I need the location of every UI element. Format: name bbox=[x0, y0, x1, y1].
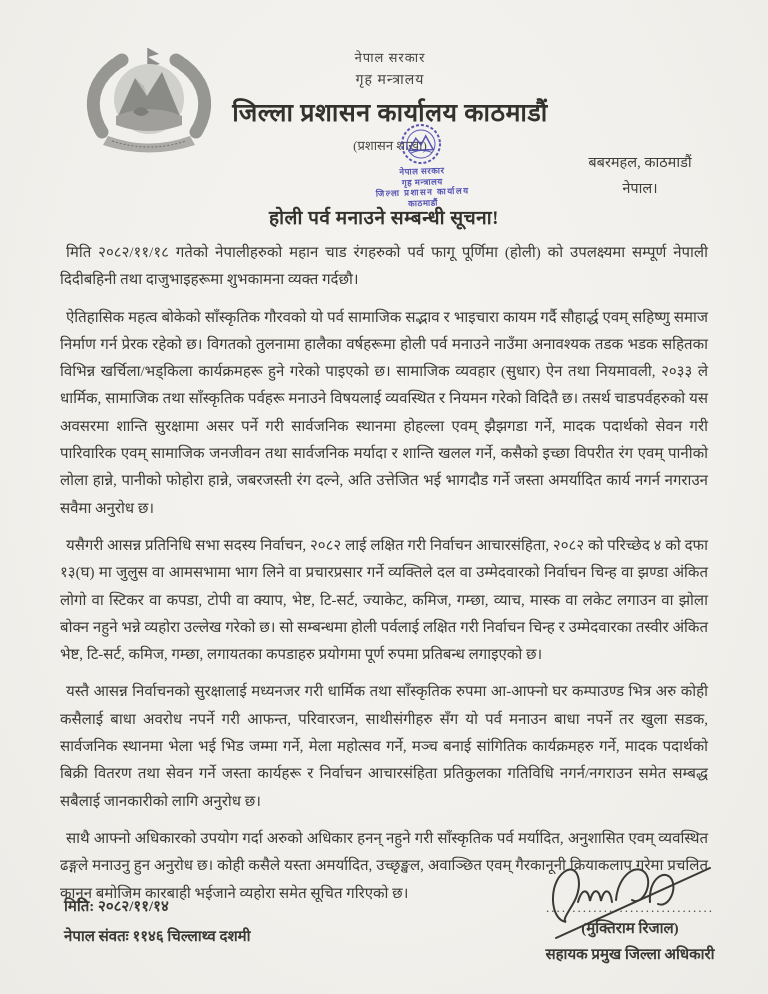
section-name: (प्रशासन शाखा) bbox=[353, 138, 427, 153]
notice-body bbox=[60, 240, 708, 918]
signatory-name: (मुक्तिराम रिजाल) bbox=[581, 921, 679, 937]
date-line: मिति: २०८२/११/१४ bbox=[64, 899, 169, 915]
government-name: नेपाल सरकार bbox=[354, 50, 426, 65]
notice-paragraph: साथै आफ्नो अधिकारको उपयोग गर्दा अरुको अधिकार हनन् नहुने गरी साँस्कृतिक पर्व मर्यादित, अनुशासित एवम् व्यवस्थित ढङ्गले मनाउनु हुन अनुरोध छ। कोही कसैले यस्ता अमर्यादित, उच्छृङ्खल, अवाञ्छित एवम् गैरकानूनी क्रियाकलाप गरेमा प्रचलित कानून बमोजिम कारबाही भईजाने व्यहोरा समेत सूचित गरिएको छ। bbox=[60, 830, 708, 902]
office-address bbox=[540, 150, 740, 202]
signatory-title: सहायक प्रमुख जिल्ला अधिकारी bbox=[545, 947, 715, 963]
notice-paragraph: यसैगरी आसन्न प्रतिनिधि सभा सदस्य निर्वाचन, २०८२ लाई लक्षित गरी निर्वाचन आचारसंहिता, २०८२ को परिच्छेद ४ को दफा १३(घ) मा जुलुस वा आमसभामा भाग लिने वा प्रचारप्रसार गर्ने व्यक्तिले दल वा उम्मेदवारको निर्वाचन चिन्ह वा झण्डा अंकित लोगो वा स्टिकर वा कपडा, टोपी वा क्याप, भेष्ट, टि-सर्ट, ज्याकेट, कमिज, गम्छा, व्याच, मास्क वा लकेट लगाउन वा झोला बोक्न नहुने भन्ने व्यहोरा उल्लेख गरेको छ। सो सम्बन्धमा होली पर्वलाई लक्षित गरी निर्वाचन चिन्ह र उम्मेदवारका तस्वीर अंकित भेष्ट, टि-सर्ट, कमिज, गम्छा, लगायतका कपडाहरु प्रयोगमा पूर्ण रुपमा प्रतिबन्ध लगाइएको छ। bbox=[60, 537, 708, 664]
stamp-line-office: जिल्ला प्रशासन कार्यालय bbox=[375, 185, 470, 199]
footer-dates bbox=[64, 892, 251, 952]
notice-paragraph: यस्तै आसन्न निर्वाचनको सुरक्षालाई मध्यनजर गरी धार्मिक तथा साँस्कृतिक रुपमा आ-आफ्नो घर कम्पाउण्ड भित्र अरु कोही कसैलाई बाधा अवरोध नपर्ने गरी आफन्त, परिवारजन, साथीसंगीहरु सँग यो पर्व मनाउन बाधा नपर्ने तर खुला सडक, सार्वजनिक स्थानमा भेला भई भिड जम्मा गर्ने, मेला महोत्सव गर्ने, मञ्च बनाई सांगितिक कार्यक्रमहरु गर्ने, मादक पदार्थको बिक्री वितरण तथा सेवन गर्ने जस्ता कार्यहरू र निर्वाचन आचारसंहिता प्रतिकुलका गतिविधि नगर्न/नगराउन समेत सम्बद्ध सबैलाई जानकारीको लागि अनुरोध छ। bbox=[60, 684, 708, 810]
notice-paragraph: ऐतिहासिक महत्व बोकेको साँस्कृतिक गौरवको यो पर्व सामाजिक सद्भाव र भाइचारा कायम गर्दै सौहार्द्ध एवम् सहिष्णु समाज निर्माण गर्न प्रेरक रहेको छ। विगतको तुलनामा हालैका वर्षहरूमा होली पर्व मनाउने नाउँमा अनावश्यक तडक भडक सहितका विभिन्न खर्चिला/भड्किला कार्यक्रमहरू हुने गरेको पाइएको छ। सामाजिक व्यवहार (सुधार) ऐन तथा नियमावली, २०३३ ले धार्मिक, सामाजिक तथा साँस्कृतिक पर्वहरू मनाउने विषयलाई व्यवस्थित र नियमन गरेको विदितै छ। तसर्थ चाडपर्वहरुको यस अवसरमा शान्ति सुरक्षामा असर पर्ने गरी सार्वजनिक स्थानमा होहल्ला एवम् झैझगडा गर्ने, मादक पदार्थको सेवन गरी पारिवारिक एवम् सामाजिक जनजीवन तथा सार्वजनिक मर्यादा र शान्ति खलल गर्ने, कसैको इच्छा विपरीत रंग एवम् पानीको लोला हान्ने, पानीको फोहोरा हान्ने, जबरजस्ती रंग दल्ने, अति उत्तेजित भई भागदौड गर्ने जस्ता अमर्यादित कार्य नगर्न नगराउन सवैमा अनुरोध छ। bbox=[60, 309, 708, 517]
ministry-name: गृह मन्त्रालय bbox=[355, 73, 425, 89]
letterhead bbox=[170, 50, 610, 154]
signature-dotted-line: ................................ bbox=[546, 900, 714, 915]
address-line-1: बबरमहल, काठमाडौं bbox=[588, 155, 692, 171]
office-name: जिल्ला प्रशासन कार्यालय काठमाडौं bbox=[232, 99, 548, 127]
nepal-sambat-line: नेपाल संवतः ११४६ चिल्लाथ्व दशमी bbox=[64, 929, 251, 945]
stamp-line-ministry: गृह मन्त्रालय bbox=[401, 175, 443, 188]
signature-block bbox=[520, 858, 740, 964]
stamp-line-government: नेपाल सरकार bbox=[399, 165, 445, 177]
address-line-2: नेपाल। bbox=[622, 181, 658, 198]
stamp-line-district: काठमाडौं bbox=[408, 197, 439, 209]
notice-paragraph: मिति २०८२/११/१८ गतेको नेपालीहरुको महान चाड रंगहरुको पर्व फागू पूर्णिमा (होली) को उपलक्ष्यमा सम्पूर्ण नेपाली दिदीबहिनी तथा दाजुभाइहरूमा शुभकामना व्यक्त गर्दछौ। bbox=[60, 245, 708, 289]
notice-title: होली पर्व मनाउने सम्बन्धी सूचना! bbox=[269, 208, 499, 229]
